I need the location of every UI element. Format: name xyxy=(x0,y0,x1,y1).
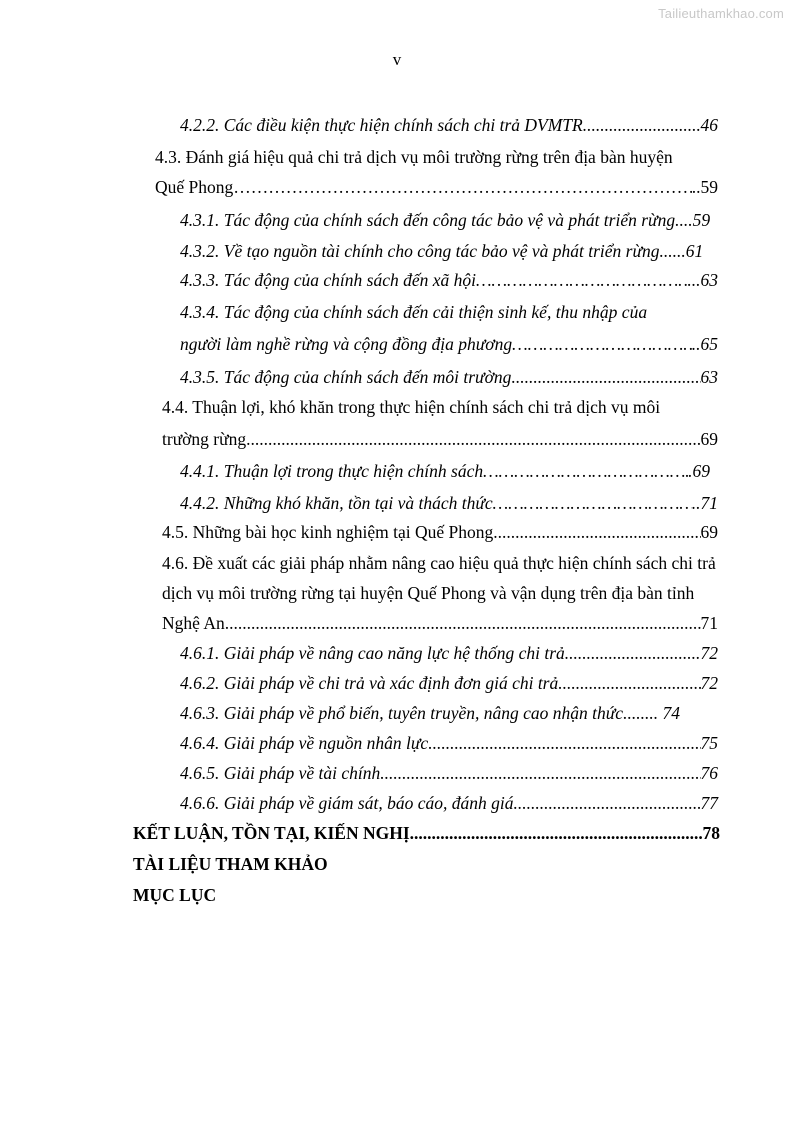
toc-entry-page: 78 xyxy=(702,823,720,843)
toc-entry-muc-luc[interactable] xyxy=(133,880,720,910)
toc-entry-page: 71 xyxy=(700,613,718,633)
toc-entry-4-3-5[interactable] xyxy=(180,362,718,392)
page-number: v xyxy=(392,50,402,69)
toc-leader-dots xyxy=(428,728,700,758)
toc-entry-title: 4.3.3. Tác động của chính sách đến xã hội xyxy=(180,270,476,290)
toc-entry-4-2-2[interactable] xyxy=(180,110,718,140)
toc-entry-4-3-2[interactable] xyxy=(180,236,718,266)
toc-entry-title: 4.6.4. Giải pháp về nguồn nhân lực xyxy=(180,733,429,753)
toc-entry-4-4-2[interactable] xyxy=(180,488,718,518)
toc-entry-4-3-3[interactable] xyxy=(180,265,718,295)
toc-leader-ellipsis xyxy=(512,329,692,359)
toc-entry-title: TÀI LIỆU THAM KHẢO xyxy=(133,854,328,874)
toc-entry-title: 4.3. Đánh giá hiệu quả chi trả dịch vụ môi trường rừng trên địa bàn huyện xyxy=(155,147,673,167)
toc-entry-4-4[interactable] xyxy=(162,392,718,422)
toc-entry-4-3-continuation[interactable] xyxy=(155,172,718,202)
toc-leader-dots xyxy=(246,424,700,454)
toc-entry-tai-lieu-tham-khao[interactable] xyxy=(133,849,720,879)
toc-entry-title: 4.6.2. Giải pháp về chi trả và xác định đơn giá chi trả xyxy=(180,673,559,693)
toc-entry-title: MỤC LỤC xyxy=(133,885,217,905)
toc-entry-page: 72 xyxy=(700,673,718,693)
toc-entry-4-3[interactable] xyxy=(155,142,718,172)
watermark: Tailieuthamkhao.com xyxy=(658,6,784,21)
toc-entry-page: 72 xyxy=(700,643,718,663)
toc-entry-title: 4.6.3. Giải pháp về phổ biến, tuyên truyền, nâng cao nhận thức xyxy=(180,703,624,723)
toc-entry-page: ..71 xyxy=(691,493,718,513)
toc-entry-title: 4.6.1. Giải pháp về nâng cao năng lực hệ thống chi trả xyxy=(180,643,565,663)
toc-entry-title: dịch vụ môi trường rừng tại huyện Quế Phong và vận dụng trên địa bàn tỉnh xyxy=(162,583,695,603)
toc-leader-dots xyxy=(410,818,703,848)
toc-entry-4-6-continuation-1[interactable] xyxy=(162,578,718,608)
toc-leader-dots xyxy=(511,362,700,392)
toc-entry-page: ...63 xyxy=(687,270,718,290)
toc-entry-page: ..59 xyxy=(691,177,718,197)
toc-entry-title: 4.2.2. Các điều kiện thực hiện chính sách chi trả DVMTR xyxy=(180,115,583,135)
toc-leader-dots xyxy=(583,110,701,140)
toc-entry-title: trường rừng xyxy=(162,429,247,449)
toc-leader-ellipsis xyxy=(233,172,691,202)
toc-leader-ellipsis xyxy=(476,265,687,295)
toc-entry-title: 4.5. Những bài học kinh nghiệm tại Quế Phong xyxy=(162,522,494,542)
toc-entry-4-3-4[interactable] xyxy=(180,297,718,327)
toc-entry-4-3-4-continuation[interactable] xyxy=(180,329,718,359)
toc-entry-4-6-1[interactable] xyxy=(180,638,718,668)
toc-entry-4-6-4[interactable] xyxy=(180,728,718,758)
toc-entry-4-6-2[interactable] xyxy=(180,668,718,698)
toc-entry-page: ..65 xyxy=(691,334,718,354)
toc-entry-title: 4.6.6. Giải pháp về giám sát, báo cáo, đánh giá xyxy=(180,793,514,813)
toc-entry-page: ........ 74 xyxy=(623,703,680,723)
toc-entry-4-5[interactable] xyxy=(162,517,718,547)
toc-entry-4-3-1[interactable] xyxy=(180,205,718,235)
toc-entry-page: 69 xyxy=(700,522,718,542)
toc-entry-page: 76 xyxy=(700,763,718,783)
toc-leader-dots xyxy=(558,668,700,698)
toc-entry-title: Quế Phong xyxy=(155,177,234,197)
toc-entry-4-6-3[interactable] xyxy=(180,698,718,728)
toc-entry-page: 75 xyxy=(700,733,718,753)
toc-entry-title: 4.4.2. Những khó khăn, tồn tại và thách thức xyxy=(180,493,493,513)
toc-entry-4-6[interactable] xyxy=(162,548,718,578)
toc-entry-4-4-1[interactable] xyxy=(180,456,710,486)
toc-entry-title: Nghệ An xyxy=(162,613,225,633)
toc-leader-dots xyxy=(513,788,700,818)
toc-entry-page: ......61 xyxy=(659,241,704,261)
toc-entry-title: 4.3.2. Về tạo nguồn tài chính cho công tác bảo vệ và phát triển rừng xyxy=(180,241,660,261)
toc-entry-4-6-continuation-2[interactable] xyxy=(162,608,718,638)
toc-entry-title: 4.4. Thuận lợi, khó khăn trong thực hiện chính sách chi trả dịch vụ môi xyxy=(162,397,661,417)
toc-leader-dots xyxy=(225,608,701,638)
toc-entry-title: KẾT LUẬN, TỒN TẠI, KIẾN NGHỊ xyxy=(133,823,410,843)
toc-entry-title: 4.3.5. Tác động của chính sách đến môi trường xyxy=(180,367,512,387)
toc-entry-page: 69 xyxy=(700,429,718,449)
toc-entry-page: .69 xyxy=(688,461,710,481)
toc-entry-4-6-5[interactable] xyxy=(180,758,718,788)
toc-entry-4-6-6[interactable] xyxy=(180,788,718,818)
toc-entry-ket-luan[interactable] xyxy=(133,818,720,848)
toc-entry-title: 4.6.5. Giải pháp về tài chính xyxy=(180,763,381,783)
toc-leader-dots xyxy=(380,758,700,788)
toc-entry-4-4-continuation[interactable] xyxy=(162,424,718,454)
toc-leader-ellipsis xyxy=(483,456,688,486)
toc-entry-page: ....59 xyxy=(675,210,711,230)
toc-entry-page: 46 xyxy=(700,115,718,135)
toc-entry-title: người làm nghề rừng và cộng đồng địa phương xyxy=(180,334,513,354)
toc-leader-ellipsis xyxy=(493,488,692,518)
toc-leader-dots xyxy=(493,517,700,547)
toc-entry-title: 4.4.1. Thuận lợi trong thực hiện chính sách xyxy=(180,461,484,481)
toc-entry-title: 4.3.4. Tác động của chính sách đến cải thiện sinh kế, thu nhập của xyxy=(180,302,648,322)
toc-entry-title: 4.3.1. Tác động của chính sách đến công tác bảo vệ và phát triển rừng xyxy=(180,210,676,230)
toc-entry-title: 4.6. Đề xuất các giải pháp nhằm nâng cao hiệu quả thực hiện chính sách chi trả xyxy=(162,553,716,573)
toc-entry-page: 63 xyxy=(700,367,718,387)
toc-leader-dots xyxy=(565,638,701,668)
toc-entry-page: 77 xyxy=(700,793,718,813)
